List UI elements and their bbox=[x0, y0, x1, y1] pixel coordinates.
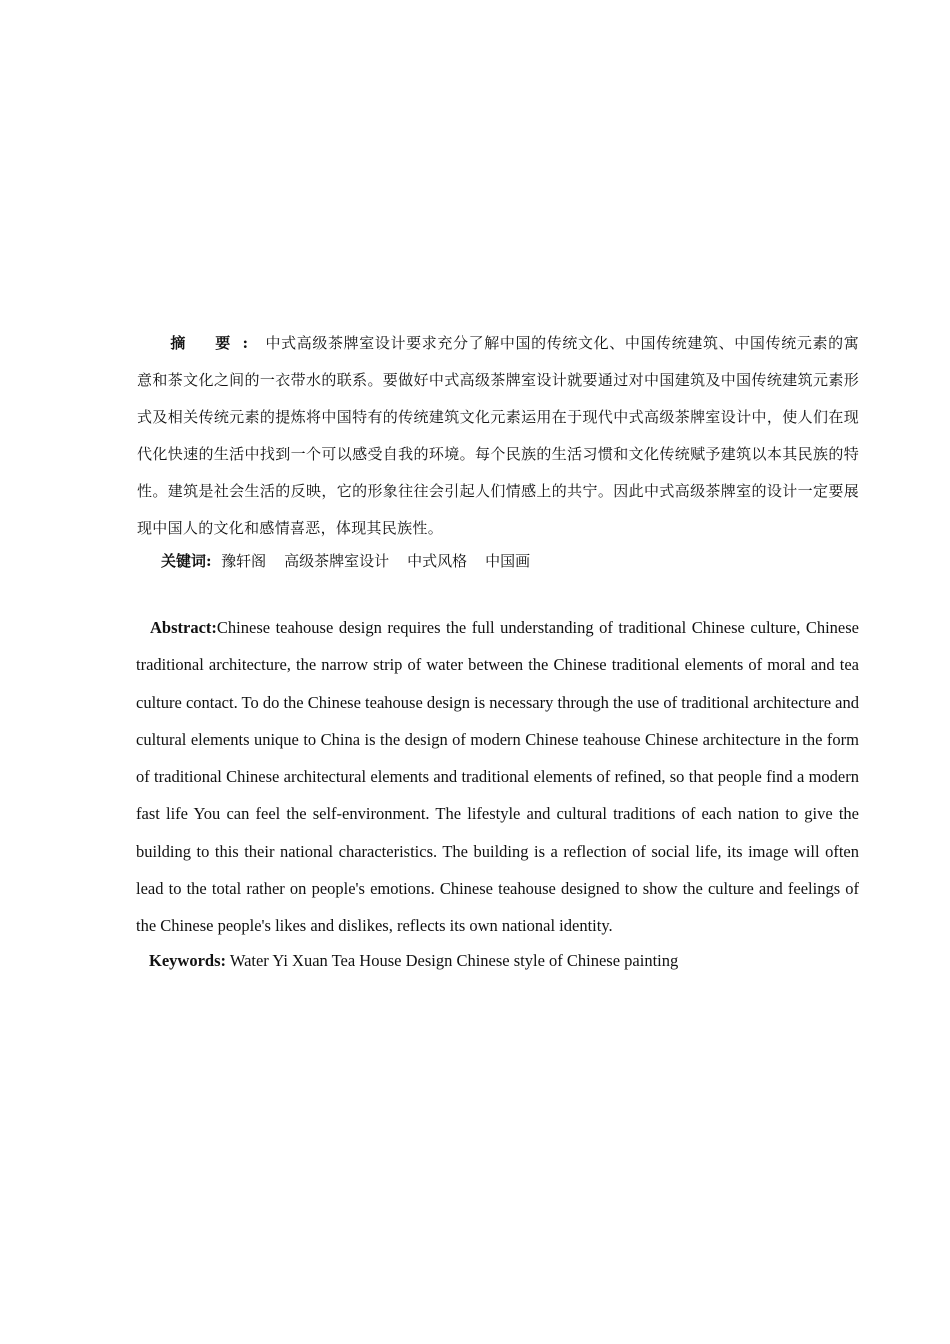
chinese-abstract-text: 中式高级茶牌室设计要求充分了解中国的传统文化、中国传统建筑、中国传统元素的寓意和茶文化之间的一衣带水的联系。要做好中式高级茶牌室设计就要通过对中国建筑及中国传统建筑元素形式及相关传统元素的提炼将中国特有的传统建筑文化元素运用在于现代中式高级茶牌室设计中，使人们在现代化快速的生活中找到一个可以感受自我的环境。每个民族的生活习惯和文化传统赋予建筑以本其民族的特性。建筑是社会生活的反映，它的形象往往会引起人们情感上的共宁。因此中式高级茶牌室的设计一定要展现中国人的文化和感情喜恶，体现其民族性。 bbox=[137, 334, 860, 537]
chinese-keywords-label: 关键词: bbox=[161, 552, 212, 570]
chinese-abstract-label: 摘 要: bbox=[170, 334, 261, 352]
chinese-keywords bbox=[161, 543, 548, 580]
english-keywords-text: Water Yi Xuan Tea House Design Chinese style of Chinese painting bbox=[229, 951, 679, 970]
english-abstract-text: Chinese teahouse design requires the full understanding of traditional Chinese culture, Chinese traditional architecture, the narrow strip of water between the Chinese traditional elements of moral and tea culture contact. To do the Chinese teahouse design is necessary through the use of traditional architecture and cultural elements unique to China is the design of modern Chinese teahouse Chinese architecture in the form of traditional Chinese architectural elements and traditional elements of refined, so that people find a modern fast life You can feel the self-environment. The lifestyle and cultural traditions of each nation to give the building to this their national characteristics. The building is a reflection of social life, its image will often lead to the total rather on people's emotions. Chinese teahouse designed to show the culture and feelings of the Chinese people's likes and dislikes, reflects its own national identity. bbox=[136, 618, 859, 936]
english-keywords bbox=[149, 944, 678, 978]
chinese-keyword: 豫轩阁 bbox=[221, 552, 267, 570]
chinese-abstract bbox=[137, 325, 859, 547]
english-abstract bbox=[136, 609, 859, 945]
english-abstract-label: Abstract: bbox=[150, 618, 217, 637]
chinese-keyword: 中式风格 bbox=[407, 552, 468, 570]
chinese-keyword: 高级茶牌室设计 bbox=[284, 552, 390, 570]
chinese-keyword: 中国画 bbox=[485, 552, 531, 570]
english-keywords-label: Keywords: bbox=[149, 951, 226, 970]
